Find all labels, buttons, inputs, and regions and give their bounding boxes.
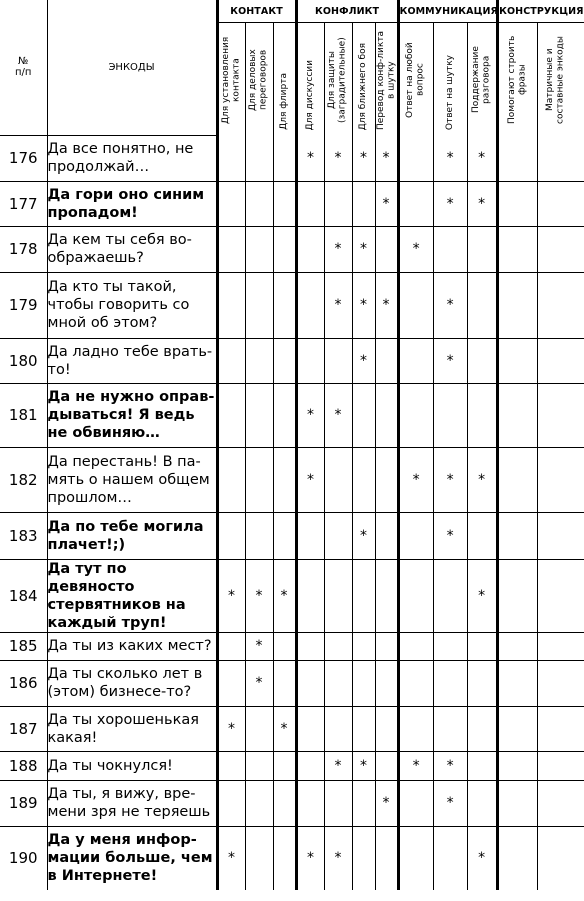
mark-cell: * <box>398 447 433 512</box>
mark-cell: * <box>245 660 273 706</box>
mark-cell: * <box>467 181 497 226</box>
row-number: 184 <box>0 559 47 632</box>
encode-text: Да перестань! В па-мять о нашем общем прошлом… <box>47 447 217 512</box>
mark-cell <box>324 780 352 826</box>
mark-cell <box>273 751 296 780</box>
table-row <box>0 632 584 660</box>
mark-cell <box>245 826 273 890</box>
row-number: 190 <box>0 826 47 890</box>
mark-cell <box>467 338 497 383</box>
mark-cell <box>273 512 296 559</box>
mark-cell <box>324 632 352 660</box>
mark-cell <box>497 780 537 826</box>
table-row <box>0 780 584 826</box>
mark-cell <box>433 632 467 660</box>
mark-cell: * <box>398 226 433 272</box>
mark-cell <box>398 338 433 383</box>
mark-cell <box>537 559 584 632</box>
mark-cell <box>352 559 375 632</box>
table-row <box>0 706 584 751</box>
mark-cell: * <box>273 559 296 632</box>
mark-cell: * <box>352 272 375 338</box>
encode-text: Да ладно тебе врать-то! <box>47 338 217 383</box>
mark-cell <box>537 660 584 706</box>
mark-cell <box>433 706 467 751</box>
mark-cell: * <box>433 751 467 780</box>
mark-cell: * <box>324 751 352 780</box>
mark-cell <box>433 660 467 706</box>
row-number: 181 <box>0 383 47 447</box>
mark-cell <box>398 272 433 338</box>
mark-cell <box>497 751 537 780</box>
mark-cell <box>497 383 537 447</box>
mark-cell: * <box>324 226 352 272</box>
mark-cell <box>245 780 273 826</box>
group-communication-header: КОММУНИКАЦИЯ <box>398 0 497 23</box>
encode-header-label: ЭНКОДЫ <box>108 61 155 73</box>
row-number: 180 <box>0 338 47 383</box>
mark-cell <box>398 383 433 447</box>
row-number: 187 <box>0 706 47 751</box>
mark-cell <box>273 826 296 890</box>
mark-cell: * <box>433 272 467 338</box>
mark-cell <box>296 512 324 559</box>
mark-cell <box>537 447 584 512</box>
mark-cell <box>217 338 245 383</box>
row-number: 176 <box>0 135 47 181</box>
mark-cell <box>497 706 537 751</box>
mark-cell <box>324 559 352 632</box>
row-number: 186 <box>0 660 47 706</box>
mark-cell: * <box>352 751 375 780</box>
mark-cell: * <box>245 559 273 632</box>
encode-text: Да гори оно синим пропадом! <box>47 181 217 226</box>
encode-text: Да по тебе могила плачет!;) <box>47 512 217 559</box>
encode-text: Да не нужно оправ-дываться! Я ведь не обвиняю… <box>47 383 217 447</box>
mark-cell <box>296 660 324 706</box>
mark-cell <box>497 338 537 383</box>
table-row <box>0 447 584 512</box>
table-row <box>0 226 584 272</box>
mark-cell <box>245 751 273 780</box>
mark-cell <box>324 660 352 706</box>
mark-cell: * <box>324 135 352 181</box>
mark-cell <box>398 181 433 226</box>
encode-header <box>47 0 217 135</box>
table-row <box>0 135 584 181</box>
mark-cell <box>497 632 537 660</box>
mark-cell: * <box>352 338 375 383</box>
subheader-contact-establish: Для установления контакта <box>217 23 245 136</box>
mark-cell <box>375 559 398 632</box>
mark-cell: * <box>324 383 352 447</box>
mark-cell <box>398 660 433 706</box>
encode-text: Да ты из каких мест? <box>47 632 217 660</box>
mark-cell: * <box>375 135 398 181</box>
mark-cell <box>537 272 584 338</box>
mark-cell: * <box>433 135 467 181</box>
mark-cell <box>398 706 433 751</box>
mark-cell <box>375 706 398 751</box>
mark-cell <box>398 512 433 559</box>
mark-cell <box>537 226 584 272</box>
subheader-build-phrases: Помогают строить фразы <box>497 23 537 136</box>
mark-cell: * <box>245 632 273 660</box>
mark-cell: * <box>467 559 497 632</box>
mark-cell <box>296 780 324 826</box>
mark-cell: * <box>375 272 398 338</box>
subheader-defense: Для защиты (заградительные) <box>324 23 352 136</box>
table-row <box>0 272 584 338</box>
subheader-conflict-to-joke: Перевод конф-ликта в шутку <box>375 23 398 136</box>
mark-cell: * <box>433 338 467 383</box>
mark-cell <box>245 181 273 226</box>
mark-cell: * <box>324 826 352 890</box>
mark-cell: * <box>375 780 398 826</box>
mark-cell <box>296 272 324 338</box>
mark-cell <box>398 780 433 826</box>
mark-cell <box>375 512 398 559</box>
mark-cell <box>273 338 296 383</box>
row-number: 189 <box>0 780 47 826</box>
row-number: 182 <box>0 447 47 512</box>
mark-cell: * <box>398 751 433 780</box>
subheader-any-question: Ответ на любой вопрос <box>398 23 433 136</box>
table-row <box>0 751 584 780</box>
row-number: 185 <box>0 632 47 660</box>
row-number: 188 <box>0 751 47 780</box>
mark-cell <box>497 226 537 272</box>
row-number: 178 <box>0 226 47 272</box>
mark-cell <box>537 512 584 559</box>
mark-cell <box>352 780 375 826</box>
mark-cell <box>324 512 352 559</box>
mark-cell <box>537 383 584 447</box>
table-row <box>0 338 584 383</box>
mark-cell: * <box>433 512 467 559</box>
mark-cell <box>497 512 537 559</box>
mark-cell: * <box>467 447 497 512</box>
encode-text: Да все понятно, не продолжай… <box>47 135 217 181</box>
mark-cell <box>273 272 296 338</box>
row-number-header-label: № п/п <box>15 56 32 79</box>
mark-cell <box>352 632 375 660</box>
row-number: 177 <box>0 181 47 226</box>
mark-cell: * <box>433 447 467 512</box>
mark-cell <box>245 135 273 181</box>
mark-cell <box>537 181 584 226</box>
mark-cell <box>433 826 467 890</box>
mark-cell <box>375 338 398 383</box>
mark-cell <box>245 706 273 751</box>
mark-cell <box>352 706 375 751</box>
mark-cell: * <box>217 706 245 751</box>
mark-cell <box>497 181 537 226</box>
mark-cell <box>245 383 273 447</box>
mark-cell: * <box>467 135 497 181</box>
subheader-close-combat: Для ближнего боя <box>352 23 375 136</box>
mark-cell <box>375 826 398 890</box>
mark-cell: * <box>296 135 324 181</box>
mark-cell <box>324 181 352 226</box>
mark-cell <box>497 660 537 706</box>
subheader-joke-answer: Ответ на шутку <box>433 23 467 136</box>
row-number: 183 <box>0 512 47 559</box>
mark-cell <box>217 780 245 826</box>
mark-cell <box>273 447 296 512</box>
mark-cell <box>352 447 375 512</box>
mark-cell <box>398 826 433 890</box>
mark-cell <box>537 780 584 826</box>
mark-cell <box>245 512 273 559</box>
mark-cell <box>273 660 296 706</box>
encode-rows <box>0 135 584 890</box>
mark-cell <box>433 226 467 272</box>
mark-cell <box>467 272 497 338</box>
mark-cell <box>537 632 584 660</box>
table-row <box>0 181 584 226</box>
mark-cell <box>217 660 245 706</box>
encode-text: Да тут по девяносто стервятников на каждый труп! <box>47 559 217 632</box>
mark-cell <box>217 272 245 338</box>
subheader-flirt: Для флирта <box>273 23 296 136</box>
mark-cell <box>467 660 497 706</box>
mark-cell <box>245 272 273 338</box>
mark-cell <box>217 751 245 780</box>
mark-cell <box>296 632 324 660</box>
mark-cell <box>375 447 398 512</box>
mark-cell: * <box>296 826 324 890</box>
mark-cell <box>324 447 352 512</box>
table-row <box>0 660 584 706</box>
mark-cell <box>352 660 375 706</box>
mark-cell <box>537 135 584 181</box>
mark-cell <box>375 632 398 660</box>
mark-cell: * <box>352 512 375 559</box>
mark-cell <box>497 559 537 632</box>
mark-cell <box>537 751 584 780</box>
mark-cell <box>433 383 467 447</box>
encode-text: Да кем ты себя во-ображаешь? <box>47 226 217 272</box>
mark-cell <box>296 181 324 226</box>
mark-cell <box>537 706 584 751</box>
mark-cell <box>537 826 584 890</box>
row-number-header <box>0 0 47 135</box>
table-row <box>0 512 584 559</box>
mark-cell <box>433 559 467 632</box>
group-construction-header: КОНСТРУКЦИЯ <box>497 0 584 23</box>
mark-cell <box>467 751 497 780</box>
encode-text: Да кто ты такой, чтобы говорить со мной об этом? <box>47 272 217 338</box>
table-row <box>0 559 584 632</box>
mark-cell: * <box>352 135 375 181</box>
row-number: 179 <box>0 272 47 338</box>
mark-cell <box>537 338 584 383</box>
mark-cell: * <box>467 826 497 890</box>
mark-cell <box>467 706 497 751</box>
mark-cell <box>217 135 245 181</box>
subheader-keep-conversation: Поддержание разговора <box>467 23 497 136</box>
mark-cell <box>245 338 273 383</box>
mark-cell <box>497 135 537 181</box>
mark-cell <box>296 226 324 272</box>
mark-cell <box>398 632 433 660</box>
encode-text: Да ты, я вижу, вре-мени зря не теряешь <box>47 780 217 826</box>
mark-cell <box>245 226 273 272</box>
mark-cell <box>352 181 375 226</box>
mark-cell: * <box>296 383 324 447</box>
mark-cell <box>497 272 537 338</box>
encode-text: Да ты хорошенькая какая! <box>47 706 217 751</box>
header-group-row <box>0 0 584 23</box>
mark-cell <box>497 447 537 512</box>
mark-cell <box>398 559 433 632</box>
mark-cell <box>217 383 245 447</box>
group-contact-header: КОНТАКТ <box>217 0 296 23</box>
encode-text: Да у меня инфор-мации больше, чем в Интернете! <box>47 826 217 890</box>
group-conflict-header: КОНФЛИКТ <box>296 0 398 23</box>
mark-cell <box>217 181 245 226</box>
subheader-matrix-encodes: Матричные и составные энкоды <box>537 23 584 136</box>
mark-cell <box>497 826 537 890</box>
mark-cell <box>375 383 398 447</box>
mark-cell: * <box>352 226 375 272</box>
mark-cell: * <box>433 181 467 226</box>
mark-cell <box>296 751 324 780</box>
mark-cell <box>398 135 433 181</box>
mark-cell: * <box>273 706 296 751</box>
mark-cell <box>375 751 398 780</box>
mark-cell <box>467 383 497 447</box>
table-row <box>0 383 584 447</box>
mark-cell <box>273 226 296 272</box>
mark-cell <box>375 660 398 706</box>
mark-cell <box>296 559 324 632</box>
mark-cell <box>467 226 497 272</box>
mark-cell <box>324 338 352 383</box>
encode-text: Да ты сколько лет в (этом) бизнесе-то? <box>47 660 217 706</box>
mark-cell <box>273 632 296 660</box>
mark-cell <box>352 826 375 890</box>
mark-cell <box>245 447 273 512</box>
mark-cell <box>273 135 296 181</box>
mark-cell: * <box>296 447 324 512</box>
mark-cell: * <box>217 559 245 632</box>
encode-text: Да ты чокнулся! <box>47 751 217 780</box>
table-row <box>0 826 584 890</box>
mark-cell <box>467 632 497 660</box>
mark-cell <box>217 632 245 660</box>
mark-cell: * <box>433 780 467 826</box>
mark-cell: * <box>375 181 398 226</box>
mark-cell <box>467 512 497 559</box>
mark-cell <box>375 226 398 272</box>
mark-cell <box>273 181 296 226</box>
mark-cell <box>352 383 375 447</box>
subheader-discussion: Для дискуссии <box>296 23 324 136</box>
mark-cell: * <box>217 826 245 890</box>
mark-cell <box>296 338 324 383</box>
mark-cell <box>273 383 296 447</box>
mark-cell <box>217 226 245 272</box>
mark-cell <box>324 706 352 751</box>
mark-cell <box>217 447 245 512</box>
mark-cell <box>273 780 296 826</box>
mark-cell <box>296 706 324 751</box>
mark-cell <box>467 780 497 826</box>
mark-cell <box>217 512 245 559</box>
subheader-business-talks: Для деловых переговоров <box>245 23 273 136</box>
mark-cell: * <box>324 272 352 338</box>
